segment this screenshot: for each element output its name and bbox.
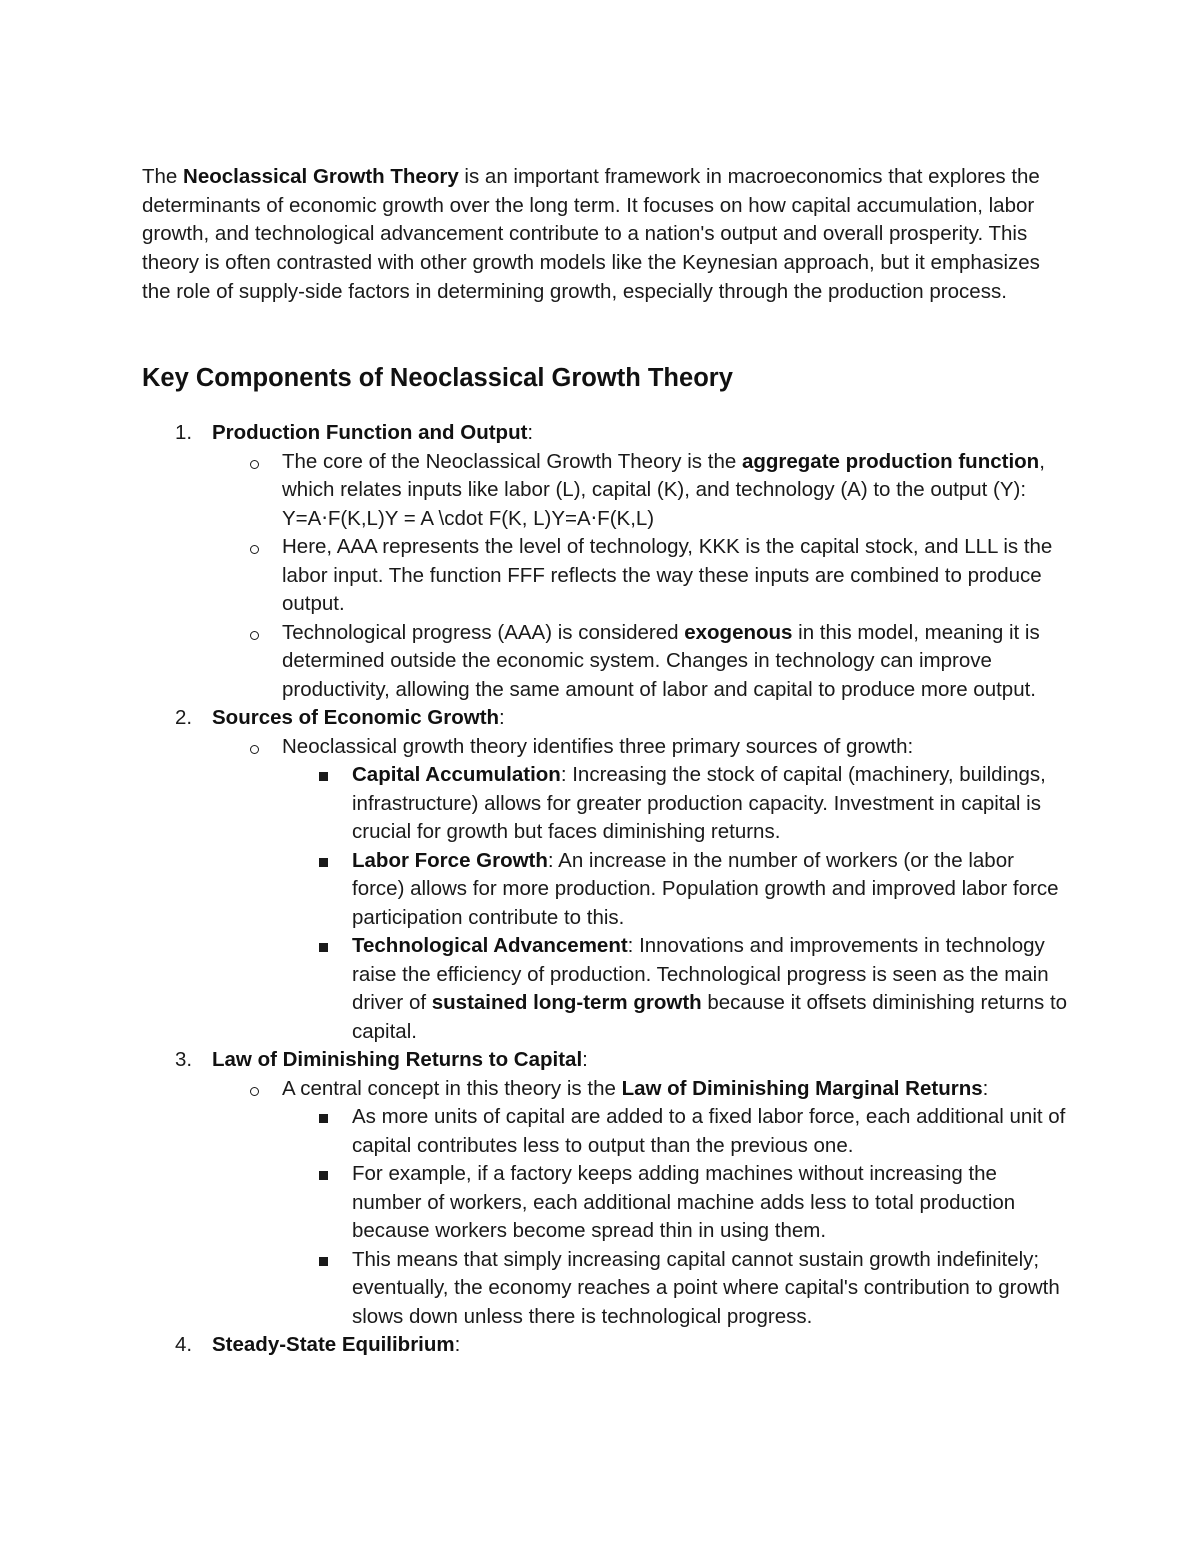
- intro-bold-term: Neoclassical Growth Theory: [183, 165, 459, 188]
- list-item: Technological Advancement: Innovations and improvements in technology raise the efficiency of production. Technological progress is seen as the main driver of sustained long-term growth because it offsets diminishing returns to capital.: [282, 932, 1072, 1046]
- list-item: This means that simply increasing capital cannot sustain growth indefinitely; eventually, the economy reaches a point where capital's contribution to growth slows down unless there is technological progress.: [282, 1246, 1072, 1332]
- intro-prefix: The: [142, 165, 184, 188]
- square-bullet-icon: [319, 772, 328, 781]
- list-item: A central concept in this theory is the Law of Diminishing Marginal Returns: As more units of capital are added to a fixed labor force, each additional unit of capital contributes less to output than the previous one. For example, if a factory keeps adding machines without increasing the number of workers, each additional machine adds less to total production because workers become spread thin in using them. This means that simply increasing capital cannot sustain growth indefinitely; eventually, the economy reaches a point where capital's contribution to growth slows down unless there is technological progress.: [212, 1075, 1072, 1332]
- item-title: Production Function and Output: [212, 421, 528, 444]
- square-bullet-icon: [319, 858, 328, 867]
- sub-list: [212, 448, 1072, 705]
- item-number: 4.: [175, 1333, 193, 1356]
- square-bullet-icon: [319, 1171, 328, 1180]
- list-item: Technological progress (AAA) is considered exogenous in this model, meaning it is determined outside the economic system. Changes in technology can improve productivity, allowing the same amount of labor and capital to produce more output.: [212, 619, 1072, 705]
- list-item: Neoclassical growth theory identifies three primary sources of growth: Capital Accumulation: Increasing the stock of capital (machinery, buildings, infrastructure) allows for greater production capacity. Investment in capital is crucial for growth but faces diminishing returns. Labor Force Growth: An increase in the number of workers (or the labor force) allows for more production. Population growth and improved labor force participation contribute to this. Technological Advancement: Innovations and improvements in technology raise the efficiency of production. Technological progress is seen as the main driver of sustained long-term growth because it offsets diminishing returns to capital.: [212, 733, 1072, 1047]
- list-item: Here, AAA represents the level of technology, KKK is the capital stock, and LLL is the labor input. The function FFF reflects the way these inputs are combined to produce output.: [212, 533, 1072, 619]
- item-number: 3.: [175, 1048, 193, 1071]
- item-colon: :: [454, 1333, 461, 1356]
- intro-paragraph: [142, 163, 1072, 307]
- hollow-circle-bullet-icon: [250, 631, 259, 640]
- list-item: Labor Force Growth: An increase in the number of workers (or the labor force) allows for more production. Population growth and improved labor force participation contribute to this.: [282, 847, 1072, 933]
- square-bullet-icon: [319, 1114, 328, 1123]
- hollow-circle-bullet-icon: [250, 1087, 259, 1096]
- hollow-circle-bullet-icon: [250, 460, 259, 469]
- item-colon: :: [499, 706, 505, 729]
- numbered-outline: [142, 419, 1072, 1360]
- sub-list: [212, 733, 1072, 1047]
- item-title: Law of Diminishing Returns to Capital: [212, 1048, 583, 1071]
- sub-sub-list: [282, 761, 1072, 1046]
- item-title: Steady-State Equilibrium: [212, 1333, 455, 1356]
- list-item: For example, if a factory keeps adding machines without increasing the number of workers, each additional machine adds less to total production because workers become spread thin in using them.: [282, 1160, 1072, 1246]
- list-item: Capital Accumulation: Increasing the stock of capital (machinery, buildings, infrastructure) allows for greater production capacity. Investment in capital is crucial for growth but faces diminishing returns.: [282, 761, 1072, 847]
- intro-suffix: is an important framework in macroeconomics that explores the determinants of economic growth over the long term. It focuses on how capital accumulation, labor growth, and technological advancement contribute to a nation's output and overall prosperity. This theory is often contrasted with other growth models like the Keynesian approach, but it emphasizes the role of supply-side factors in determining growth, especially through the production process.: [142, 165, 1040, 303]
- hollow-circle-bullet-icon: [250, 745, 259, 754]
- sub-list: [212, 1075, 1072, 1332]
- item-colon: :: [527, 421, 534, 444]
- outline-item-4: [142, 1331, 1072, 1360]
- sub-sub-list: [282, 1103, 1072, 1331]
- item-colon: :: [582, 1048, 588, 1071]
- item-number: 2.: [175, 706, 193, 729]
- item-number: 1.: [175, 421, 193, 444]
- hollow-circle-bullet-icon: [250, 545, 259, 554]
- outline-item-2: [142, 704, 1072, 1046]
- square-bullet-icon: [319, 1257, 328, 1266]
- outline-item-1: [142, 419, 1072, 704]
- list-item: The core of the Neoclassical Growth Theory is the aggregate production function, which relates inputs like labor (L), capital (K), and technology (A) to the output (Y): Y=A⋅F(K,L)Y = A \cdot F(K, L)Y=A⋅F(K,L): [212, 448, 1072, 534]
- outline-item-3: [142, 1046, 1072, 1331]
- square-bullet-icon: [319, 943, 328, 952]
- item-title: Sources of Economic Growth: [212, 706, 500, 729]
- list-item: As more units of capital are added to a fixed labor force, each additional unit of capital contributes less to output than the previous one.: [282, 1103, 1072, 1160]
- section-heading: Key Components of Neoclassical Growth Theory: [142, 364, 733, 392]
